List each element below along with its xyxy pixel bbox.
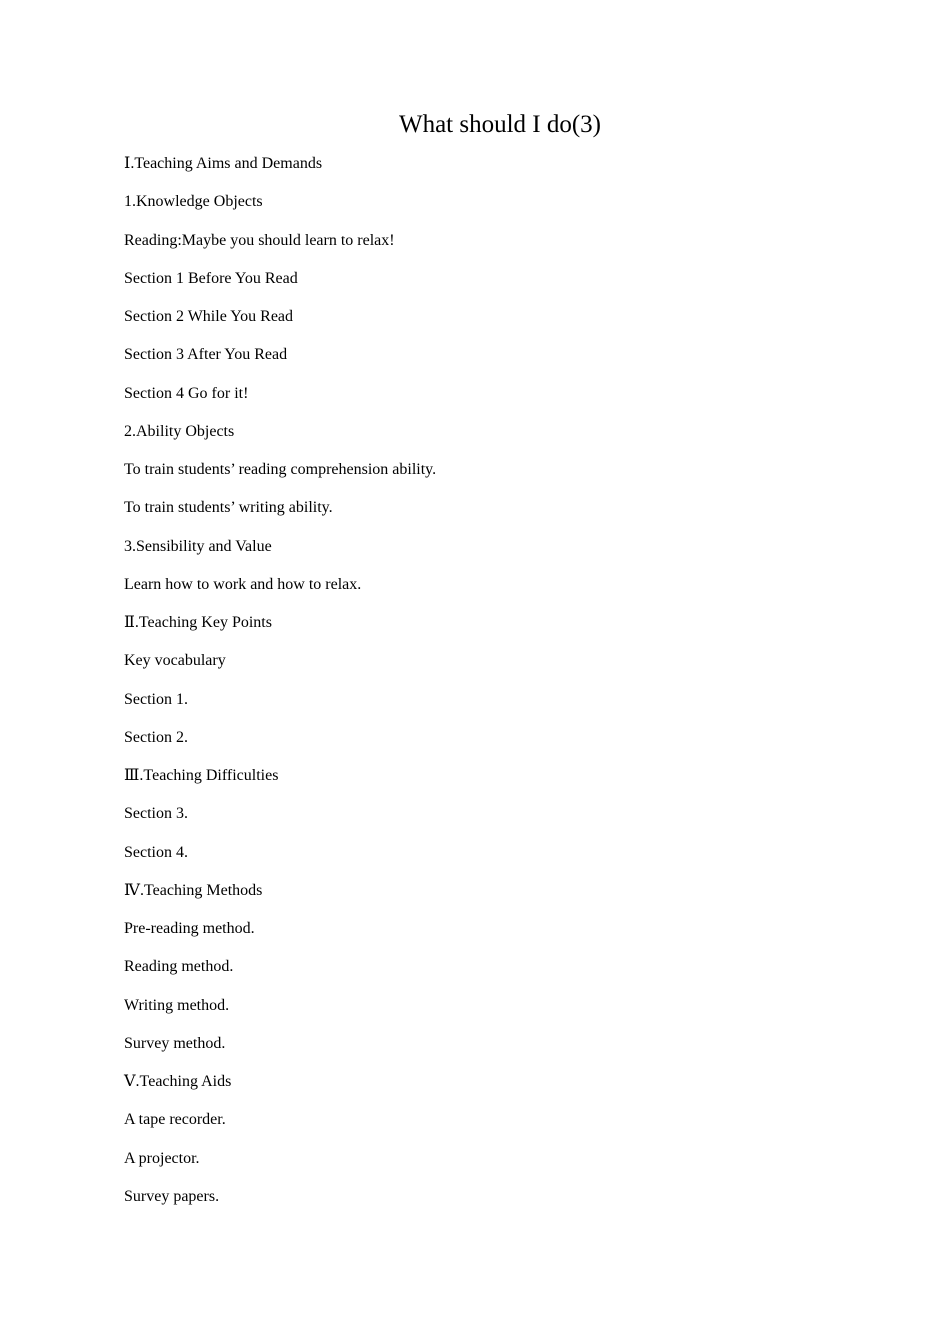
text-line: Section 2 While You Read xyxy=(124,308,294,325)
text-line: Pre-reading method. xyxy=(124,920,255,937)
subheading-sensibility-value: 3.Sensibility and Value xyxy=(124,537,272,555)
text-line: Section 4. xyxy=(124,843,188,861)
section-heading-aids: Ⅴ.Teaching Aids xyxy=(124,1073,232,1090)
text-line: Reading:Maybe you should learn to relax! xyxy=(124,231,395,249)
text-line: To train students’ reading comprehension ability. xyxy=(124,461,437,478)
subheading-knowledge-objects: 1.Knowledge Objects xyxy=(124,193,263,211)
section-heading-methods: Ⅳ.Teaching Methods xyxy=(124,881,263,899)
text-line: Reading method. xyxy=(124,958,234,976)
text-line: Learn how to work and how to relax. xyxy=(124,575,362,593)
section-heading-aims: Ⅰ.Teaching Aims and Demands xyxy=(124,155,323,172)
text-line: Survey method. xyxy=(124,1034,226,1052)
section-heading-key-points: Ⅱ.Teaching Key Points xyxy=(124,614,272,631)
text-line: Key vocabulary xyxy=(124,652,226,670)
text-line: Section 1 Before You Read xyxy=(124,269,298,287)
section-heading-difficulties: Ⅲ.Teaching Difficulties xyxy=(124,767,279,784)
subheading-ability-objects: 2.Ability Objects xyxy=(124,422,235,440)
text-line: Writing method. xyxy=(124,996,230,1014)
text-line: Survey papers. xyxy=(124,1187,220,1205)
text-line: Section 1. xyxy=(124,690,188,708)
text-line: A projector. xyxy=(124,1149,200,1167)
document-body xyxy=(124,152,884,1223)
text-line: To train students’ writing ability. xyxy=(124,499,333,517)
text-line: A tape recorder. xyxy=(124,1111,226,1129)
document-title: What should I do(3) xyxy=(398,111,602,138)
text-line: Section 3 After You Read xyxy=(124,346,288,364)
text-line: Section 4 Go for it! xyxy=(124,384,249,402)
text-line: Section 3. xyxy=(124,805,188,823)
text-line: Section 2. xyxy=(124,728,188,746)
